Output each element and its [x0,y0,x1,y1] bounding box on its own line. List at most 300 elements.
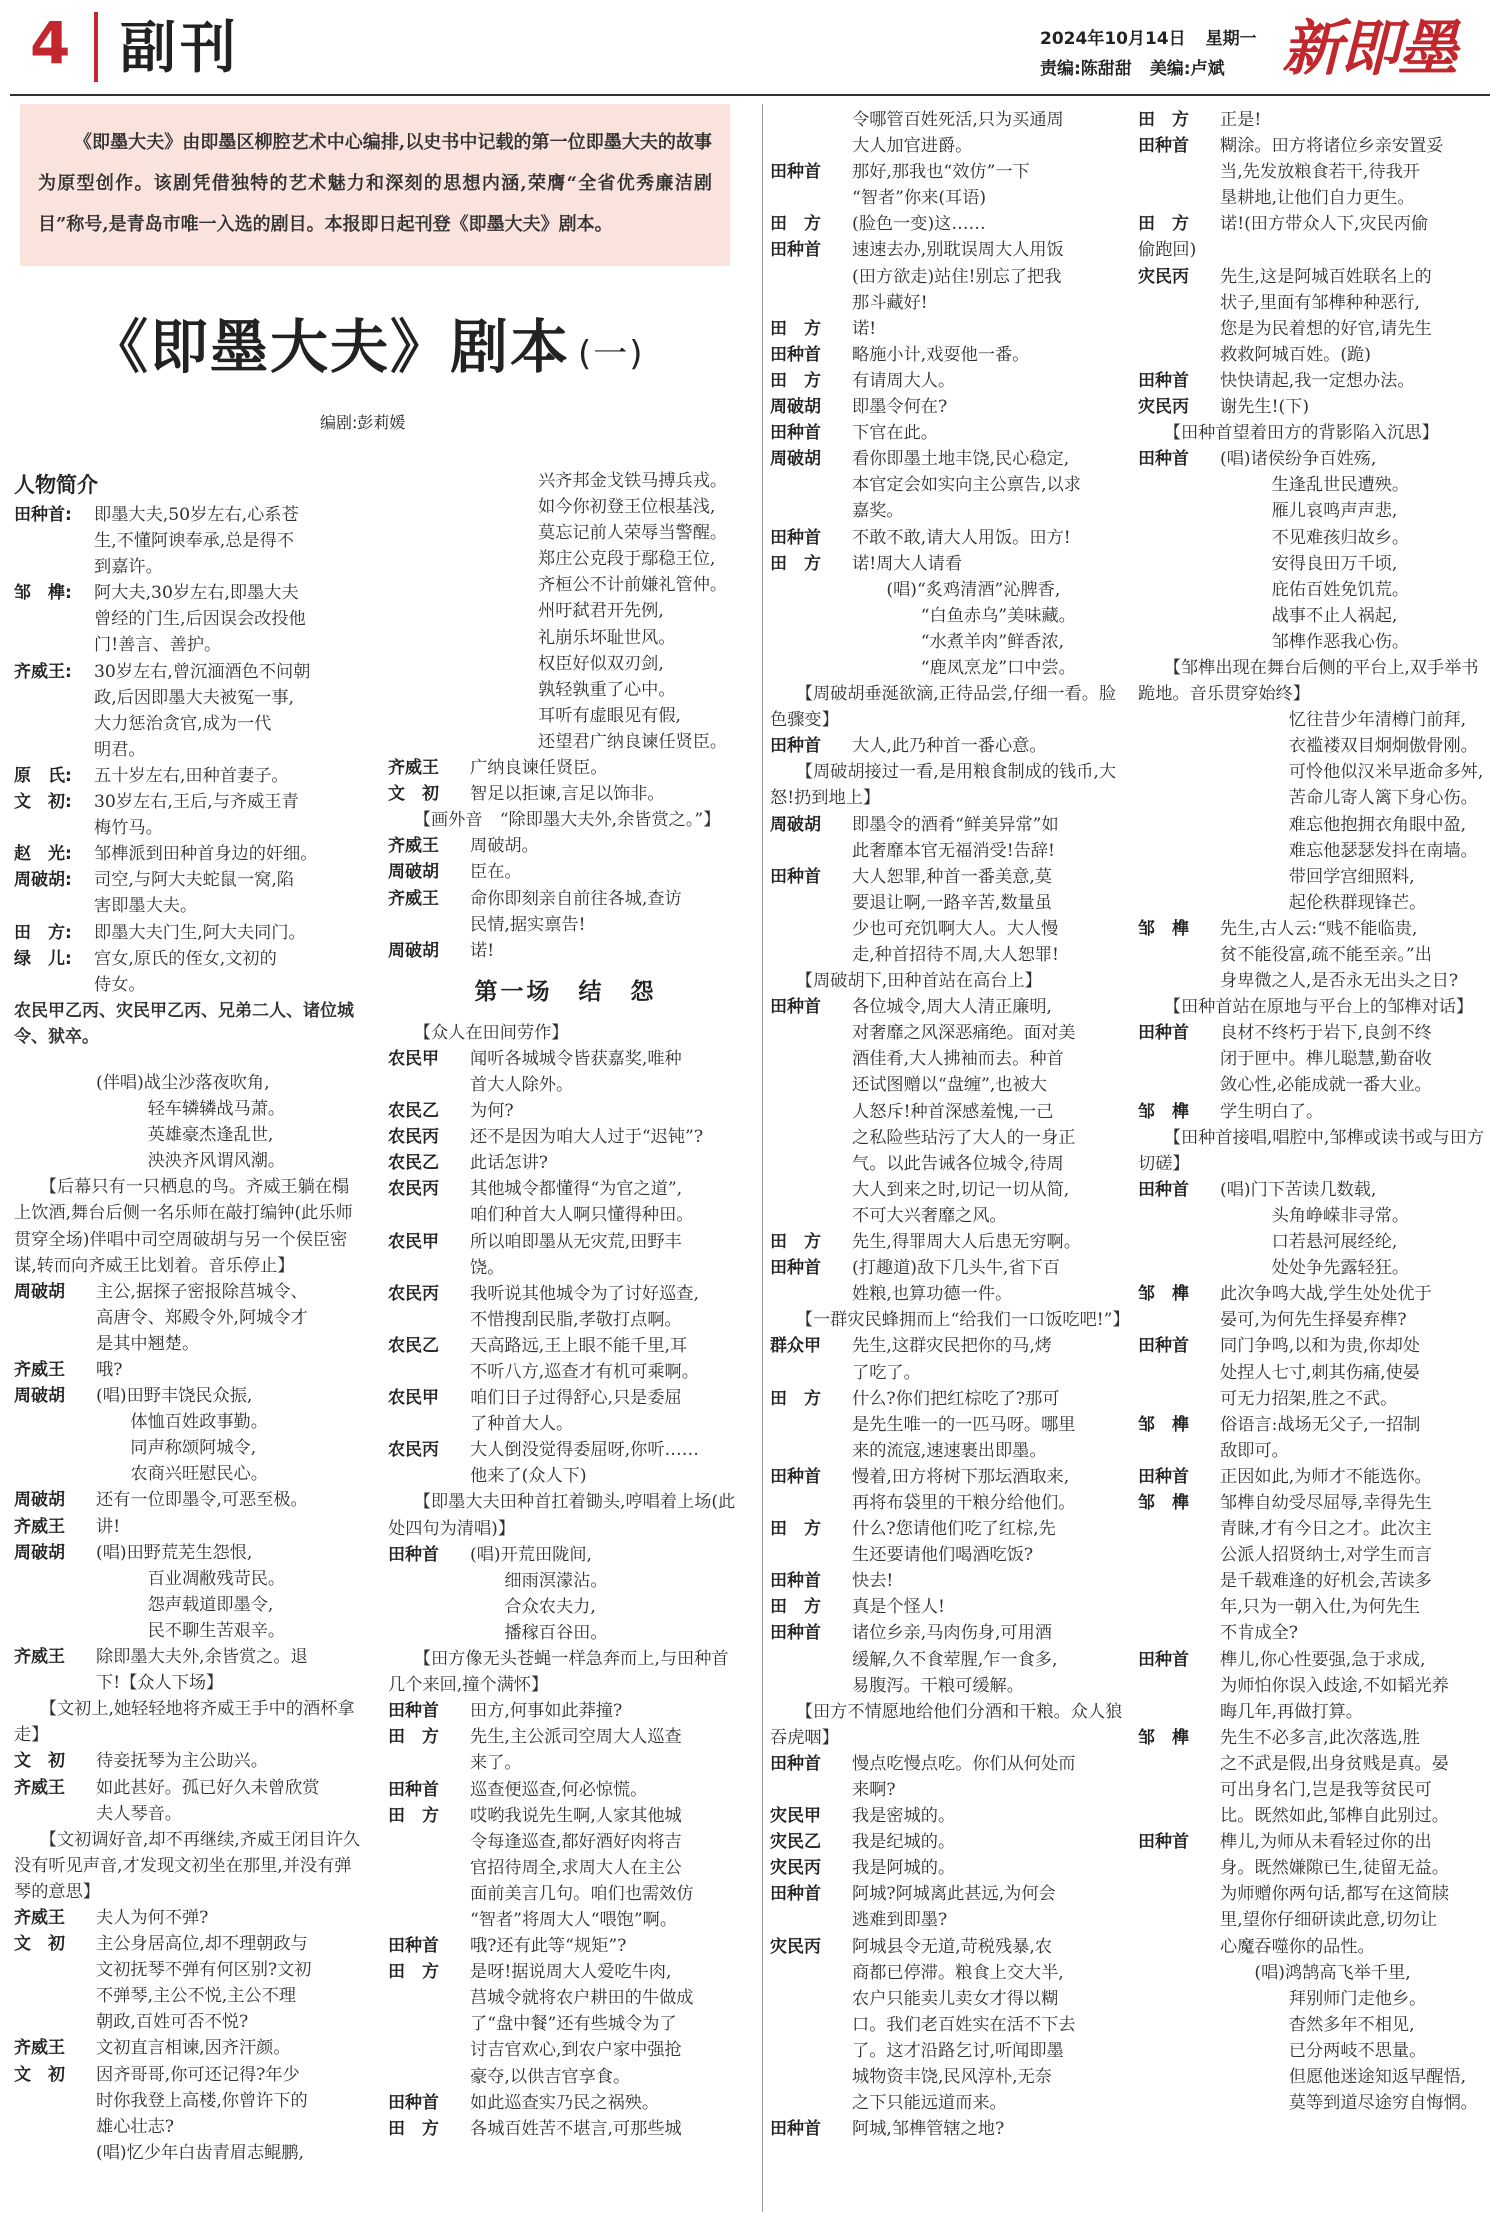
column-4 [1138,107,1490,2116]
text-line: 其他城令都懂得“为官之道”, [470,1179,683,1200]
dialogue-line [770,316,1125,342]
text-line: 百业凋敝残苛民。 [96,1568,286,1589]
speaker-name: 田 方 [770,370,821,391]
text-line: 田方,何事如此莽撞? [470,1701,623,1722]
dialogue-text [1220,1829,1490,1959]
speaker-name: 周破胡 [14,1281,65,1302]
dialogue-line [770,237,1125,315]
dialogue-text [852,1516,1125,1568]
text-line: 文初直言相谏,因齐汗颜。 [96,2038,291,2059]
dialogue-line [770,446,1125,524]
stage-direction: 【即墨大夫田种首扛着锄头,哼唱着上场(此处四句为清唱)】 [388,1492,736,1539]
text-line: 榫儿,为师从未看轻过你的出 [1220,1832,1432,1853]
dialogue-text [470,1385,743,1437]
text-line: 如此甚好。孤已好久未曾欣赏 [96,1777,320,1798]
text-line: (脸色一变)这…… [852,214,986,235]
speaker-name: 田种首 [1138,1649,1189,1670]
text-line: 民情,据实禀告! [470,914,586,935]
verse-line: “白鱼赤乌”美味藏。 [852,605,1076,626]
speaker-name: 田种首 [388,1701,439,1722]
text-line: 慢着,田方将树下那坛酒取来, [852,1466,1070,1487]
dialogue-line [14,1540,366,1644]
dialogue-text [852,159,1125,211]
description-line: 到嘉许。 [94,557,163,578]
dialogue-line [14,2035,366,2061]
verse-lines [14,1070,366,1174]
text-line: 文初抚琴不弹有何区别?文初 [96,1960,312,1981]
dialogue-line [388,1959,743,2089]
dialogue-text [96,2062,366,2140]
speaker-name: 田种首 [388,1936,439,1957]
speaker-name: 田 方 [388,1727,439,1748]
dialogue-line [1138,211,1490,237]
verse-line: 但愿他迷途知返早醒悟, [1220,2067,1467,2088]
text-line: “智者”将周大人“喂饱”啊。 [470,1909,678,1930]
dialogue-text [96,1540,366,1644]
dialogue-text [1220,107,1490,133]
dialogue-text [1220,368,1490,394]
description-line: 邹榫派到田种首身边的奸细。 [94,844,318,865]
dialogue-text [852,733,1125,759]
dialogue-text [1220,264,1490,368]
dialogue-text [852,1803,1125,1829]
text-line: 您是为民着想的好官,请先生 [1220,318,1432,339]
dialogue-text [96,1775,366,1827]
text-line: 不听八方,巡查才有机可乘啊。 [470,1362,699,1382]
text-line: 咱们日子过得舒心,只是委屈 [470,1388,682,1409]
text-line: 看你即墨土地丰饶,民心稳定, [852,449,1070,470]
speaker-name: 田种首 [770,1884,821,1905]
text-line: (田方欲走)站住!别忘了把我 [852,266,1062,287]
text-line: 夫人琴音。 [96,1803,182,1824]
text-line: 当,先发放粮食若干,待我开 [1220,162,1420,183]
speaker-name: 田种首 [770,423,821,444]
dialogue-text [852,994,1125,1229]
description-line: 曾经的门生,后因误会改投他 [94,609,306,630]
description-line: 政,后因即墨大夫被冤一事, [94,687,294,708]
dialogue-text [852,211,1125,237]
dialogue-line [770,812,1125,864]
text-line: 可无力招架,胜之不武。 [1220,1388,1398,1409]
text-line: 巡查便巡查,何必惊慌。 [470,1779,648,1800]
speaker-name: 周破胡 [388,940,439,961]
verse-line: 衣褴褛双目炯炯傲骨刚。 [1220,736,1478,757]
text-line: 状子,里面有邹榫种种恶行, [1220,292,1420,313]
script-block [388,1020,743,2142]
dialogue-text [852,1255,1125,1307]
verse-line: 齐桓公不计前嫌礼管仲。 [538,575,728,596]
verse-line: 难忘他抱拥衣角眼中盈, [1220,814,1467,835]
verse-line: 兴齐邦金戈铁马搏兵戎。 [538,471,728,491]
speaker-name: 田种首 [1138,136,1189,157]
text-line: 什么?你们把红棕吃了?那可 [852,1388,1060,1409]
speaker-name: 田 方 [770,1597,821,1618]
speaker-name: 齐威王 [388,888,439,909]
dialogue-line [14,1644,366,1696]
text-line: 此次争鸣大战,学生处处优于 [1220,1284,1432,1305]
character-name: 田 方: [14,922,72,943]
section-title: 副刊 [120,16,240,81]
dialogue-line [388,1437,743,1489]
dialogue-line [388,1046,743,1098]
speaker-name: 农民乙 [388,1335,439,1356]
text-line: 各位城令,周大人清正廉明, [852,997,1052,1018]
verse-line: 如今你初登王位根基浅, [538,497,716,518]
speaker-name: 邹 榫 [1138,1414,1189,1435]
text-line: 民不聊生苦艰辛。 [96,1620,286,1641]
dialogue-text [470,833,743,859]
text-line: 有请周大人。 [852,370,956,391]
dialogue-line [1138,1020,1490,1098]
dialogue-line [388,1542,743,1646]
text-line: 各城百姓苦不堪言,可那些城 [470,2118,682,2139]
character-description [94,920,366,946]
verse-lines [1138,707,1490,916]
text-line: 之下只能远道而来。 [852,2093,1007,2114]
text-line: 先生,主公派司空周大人巡查 [470,1727,682,1748]
text-line: 怨声载道即墨令, [96,1594,274,1615]
text-line: 饶。 [470,1257,505,1278]
dialogue-text [470,2116,743,2142]
verse-line: 莫忘记前人荣辱当警醒。 [538,523,728,544]
character-description [94,946,366,998]
script-block [388,755,743,964]
speaker-name: 周破胡 [770,397,821,418]
dialogue-line [1138,1490,1490,1647]
speaker-name: 田种首 [388,1779,439,1800]
speaker-name: 田种首 [770,527,821,548]
speaker-name: 田 方 [1138,214,1189,235]
character-entry [14,502,366,580]
dialogue-line [1138,1647,1490,1725]
page-number-divider [94,12,98,82]
text-line: 闭于匣中。榫儿聪慧,勤奋收 [1220,1049,1432,1070]
verse-lines [1138,1960,1490,2117]
dialogue-line [770,1620,1125,1698]
character-entry [14,920,366,946]
dialogue-text [1220,1177,1490,1281]
dialogue-line [388,1333,743,1385]
text-line: 先生不必多言,此次落选,胜 [1220,1727,1420,1748]
date-text: 2024年10月14日 [1040,29,1186,49]
speaker-name: 田种首 [770,1466,821,1487]
dialogue-text [852,342,1125,368]
text-line: 诺! [470,940,495,961]
speaker-name: 灾民乙 [770,1832,821,1853]
text-line: 俗语言:战场无父子,一招制 [1220,1414,1421,1435]
dialogue-text [1220,211,1490,237]
text-line: 略施小计,戏耍他一番。 [852,344,1030,365]
speaker-name: 田 方 [770,318,821,339]
speaker-name: 田种首 [1138,1179,1189,1200]
dialogue-text [470,1333,743,1385]
speaker-name: 齐威王 [388,758,439,779]
dialogue-line [1138,1281,1490,1333]
dialogue-text [852,1333,1125,1385]
text-line: 时你我登上高楼,你曾许下的 [96,2090,308,2111]
dialogue-text [852,446,1125,524]
speaker-name: 农民乙 [388,1153,439,1174]
dialogue-text [852,368,1125,394]
verse-line: 可怜他似汉米早逝命多舛, [1220,762,1484,783]
script-block [770,107,1130,2142]
stage-direction: 【田种首站在原地与平台上的邹榫对话】 [1138,997,1474,1018]
dialogue-text [470,1803,743,1933]
speaker-name: 田种首 [1138,1023,1189,1044]
dialogue-line [14,2062,366,2140]
dialogue-line [1138,107,1490,133]
speaker-name: 灾民丙 [770,1858,821,1879]
dialogue-line [388,2116,743,2142]
text-line: 战事不止人祸起, [1220,605,1398,626]
dialogue-line [388,2090,743,2116]
stage-direction: 【后幕只有一只栖息的鸟。齐威王躺在榻上饮酒,舞台后侧一名乐师在敲打编钟(此乐师贯穿全场)伴唱中司空周破胡与另一个侯臣密谋,转而向齐威王比划着。音乐停止】 [14,1177,353,1276]
newspaper-logo: 新即墨 [1282,14,1456,84]
text-line: 逃难到即墨? [852,1910,948,1931]
text-line: 阿城,邹榫管辖之地? [852,2119,1005,2140]
text-line: 酒佳肴,大人拂袖而去。种首 [852,1049,1064,1070]
dialogue-line [388,1933,743,1959]
dialogue-text [1220,1725,1490,1829]
text-line: 不见难孩归故乡。 [1220,527,1410,548]
text-line: 令每逢巡查,都好酒好肉将吉 [470,1831,682,1852]
text-line: 阿城县令无道,苛税残暴,农 [852,1936,1052,1957]
byline: 编剧:彭莉媛 [320,413,406,432]
character-list [14,502,366,998]
speaker-name: 齐威王 [14,1907,65,1928]
dialogue-line [770,368,1125,394]
speaker-name: 灾民丙 [770,1936,821,1957]
text-line: 心魔吞噬你的品性。 [1220,1936,1375,1957]
dialogue-line [1138,446,1490,655]
speaker-name: 农民丙 [388,1440,439,1461]
description-line: 害即墨大夫。 [94,896,198,917]
character-entry [14,659,366,763]
text-line: 朝政,百姓可否不悦? [96,2012,249,2033]
verse-line: 英雄豪杰逢乱世, [96,1125,274,1146]
speaker-name: 农民甲 [388,1048,439,1069]
speaker-name: 田种首 [388,1544,439,1565]
text-line: 还不是因为咱大人过于“迟钝”? [470,1127,704,1148]
dialogue-line [770,394,1125,420]
dialogue-line [388,886,743,938]
text-line: 先生,这群灾民把你的马,烤 [852,1336,1052,1357]
dialogue-line [770,1255,1125,1307]
text-line: (唱)诸侯纷争百姓殇, [1220,449,1377,470]
text-line: 先生,这是阿城百姓联名上的 [1220,266,1432,287]
text-line: 哦?还有此等“规矩”? [470,1936,627,1957]
verse-line: 郑庄公克段于鄢稳王位, [538,549,716,570]
text-line: 合众农夫力, [470,1596,596,1617]
designer-text: 美编:卢斌 [1149,59,1225,79]
text-line: 周破胡。 [470,836,539,857]
speaker-name: 农民丙 [388,1179,439,1200]
text-line: “智者”你来(耳语) [852,188,987,209]
text-line: 诺!周大人请看 [852,553,963,574]
dialogue-line [388,1724,743,1776]
verse-block [388,468,743,755]
speaker-name: 周破胡 [14,1386,65,1407]
dialogue-line [388,833,743,859]
speaker-name: 邹 榫 [1138,1492,1189,1513]
text-line: (唱)门下苦读几数载, [1220,1179,1377,1200]
text-line: 姓粮,也算功德一件。 [852,1284,1013,1305]
text-line: 大人,此乃种首一番心意。 [852,736,1047,757]
dialogue-text [470,1724,743,1776]
text-line: 少也可充饥啊大人。大人慢 [852,918,1059,939]
dialogue-line [14,1357,366,1383]
character-name: 原 氏: [14,765,72,786]
dialogue-text [96,1279,366,1357]
dialogue-line [388,1385,743,1437]
speaker-name: 田种首 [388,2092,439,2113]
dialogue-text [96,1748,366,1774]
dialogue-line [1138,133,1490,211]
dialogue-text [470,859,743,885]
dialogue-text [470,1959,743,2089]
character-description [94,867,366,919]
text-line: 不可大兴奢靡之风。 [852,1205,1007,1226]
text-line: 学生明白了。 [1220,1101,1324,1122]
text-line: 谢先生!(下) [1220,397,1310,418]
text-line: 了“盘中餐”还有些城令为了 [470,2014,677,2035]
speaker-name: 周破胡 [388,862,439,883]
character-entry [14,789,366,841]
text-line: 除即墨大夫外,余皆赏之。退 [96,1647,308,1668]
text-line: 令哪管百姓死活,只为买通周 [852,110,1064,130]
speaker-name: 农民丙 [388,1127,439,1148]
speaker-name: 齐威王 [14,1516,65,1537]
stage-direction: 【文初调好音,却不再继续,齐威王闭目许久没有听见声音,才发现文初坐在那里,并没有弹琴的意思】 [14,1829,361,1902]
verse-line: 苦命儿寄人篱下身心伤。 [1220,788,1478,809]
text-line: 真是个怪人! [852,1597,945,1618]
text-line: 我听说其他城令为了讨好巡查, [470,1283,699,1304]
dialogue-text [1220,916,1490,994]
text-line: 夫人为何不弹? [96,1907,209,1928]
text-line: 哎哟我说先生啊,人家其他城 [470,1805,682,1826]
text-line: 邹榫作恶我心伤。 [1220,631,1410,652]
verse-lines [14,2140,366,2166]
speaker-name: 田 方 [770,553,821,574]
dialogue-line [14,1279,366,1357]
speaker-name: 田种首 [770,866,821,887]
verse-line: 已分两岐不思量。 [1220,2040,1427,2061]
description-line: 30岁左右,曾沉湎酒色不问朝 [94,661,311,682]
dialogue-text [852,864,1125,968]
text-line: 大人加官进爵。 [852,136,973,157]
speaker-name: 齐威王 [14,1360,65,1380]
text-line: 下官在此。 [852,423,938,444]
dialogue-line [770,1229,1125,1255]
dialogue-text [852,1934,1125,2117]
text-line: 什么?您请他们吃了红棕,先 [852,1519,1056,1540]
dialogue-text [470,1933,743,1959]
dialogue-line [388,938,743,964]
speaker-name: 农民甲 [388,1231,439,1252]
verse-line: (唱)“炙鸡清酒”沁脾香, [852,579,1061,600]
dialogue-line [770,1333,1125,1385]
text-line: 了吃了。 [852,1362,921,1383]
dialogue-text [852,1594,1125,1620]
dialogue-line [770,211,1125,237]
text-line: 年,只为一朝入仕,为何先生 [1220,1597,1420,1618]
dialogue-line [1138,1412,1490,1464]
stage-direction: 【众人在田间劳作】 [388,1022,569,1043]
text-line: 晦几年,再做打算。 [1220,1701,1363,1722]
character-description [94,659,366,763]
description-line: 即墨大夫,50岁左右,心系苍 [94,505,299,525]
dialogue-line [770,733,1125,759]
speaker-name: 田 方 [1138,110,1189,130]
character-entry [14,867,366,919]
dialogue-line [388,1803,743,1933]
dialogue-line [388,1229,743,1281]
dialogue-text [96,1514,366,1540]
text-line: 正是! [1220,110,1262,130]
text-line: 人怒斥!种首深感羞愧,一己 [852,1101,1054,1122]
character-entry [14,580,366,658]
text-line: 讲! [96,1516,121,1537]
dialogue-line [1138,1829,1490,1959]
column-2 [388,468,743,2142]
character-name: 田种首: [14,505,72,525]
speaker-name: 田 方 [770,1519,821,1540]
extras-text: 农民甲乙丙、灾民甲乙丙、兄弟二人、诸位城令、狱卒。 [14,1000,354,1047]
text-line: 主公身居高位,却不理朝政与 [96,1934,308,1955]
text-line: 不敢不敢,请大人用饭。田方! [852,527,1071,548]
dialogue-line [770,1751,1125,1803]
speaker-name: 田 方 [388,1805,439,1826]
dialogue-line [14,1748,366,1774]
dialogue-line [770,2116,1125,2142]
character-entry [14,763,366,789]
dialogue-line [770,342,1125,368]
dialogue-text [1220,1281,1490,1333]
text-line: 所以咱即墨从无灾荒,田野丰 [470,1231,682,1252]
verse-line: (伴唱)战尘沙落夜吹角, [96,1072,270,1093]
continued-text [1138,237,1490,263]
text-line: 来了。 [470,1753,522,1774]
text-line: 快快请起,我一定想办法。 [1220,370,1415,391]
text-line: 处捏人七寸,刺其伤痛,使晏 [1220,1362,1420,1383]
dialogue-line [388,1777,743,1803]
weekday-text: 星期一 [1205,29,1257,49]
text-line: 此奢靡本官无福消受!告辞! [852,840,1055,861]
dialogue-text [1220,1490,1490,1647]
dialogue-line [388,859,743,885]
verse-line: 礼崩乐坏耻世风。 [538,627,676,648]
continued-text [770,107,1125,159]
dialogue-text [852,1829,1125,1855]
dialogue-line [1138,916,1490,994]
masthead-rule [10,94,1490,96]
text-line: 敛心性,必能成就一番大业。 [1220,1075,1432,1096]
dialogue-line [388,1176,743,1228]
text-line: 雄心壮志? [96,2116,174,2137]
title-part: (一) [578,334,645,375]
speaker-name: 田 方 [770,214,821,235]
text-line: 来啊? [852,1780,896,1800]
text-line: 农商兴旺慰民心。 [96,1464,268,1485]
speaker-name: 群众甲 [770,1336,821,1357]
text-line: 播稼百谷田。 [470,1622,608,1643]
dialogue-text [852,1386,1125,1464]
dialogue-text [1220,1464,1490,1490]
speaker-name: 灾民甲 [770,1806,821,1827]
text-line: 大人恕罪,种首一番美意,莫 [852,866,1052,887]
speaker-name: 齐威王 [14,1777,65,1798]
speaker-name: 田种首 [770,2119,821,2140]
